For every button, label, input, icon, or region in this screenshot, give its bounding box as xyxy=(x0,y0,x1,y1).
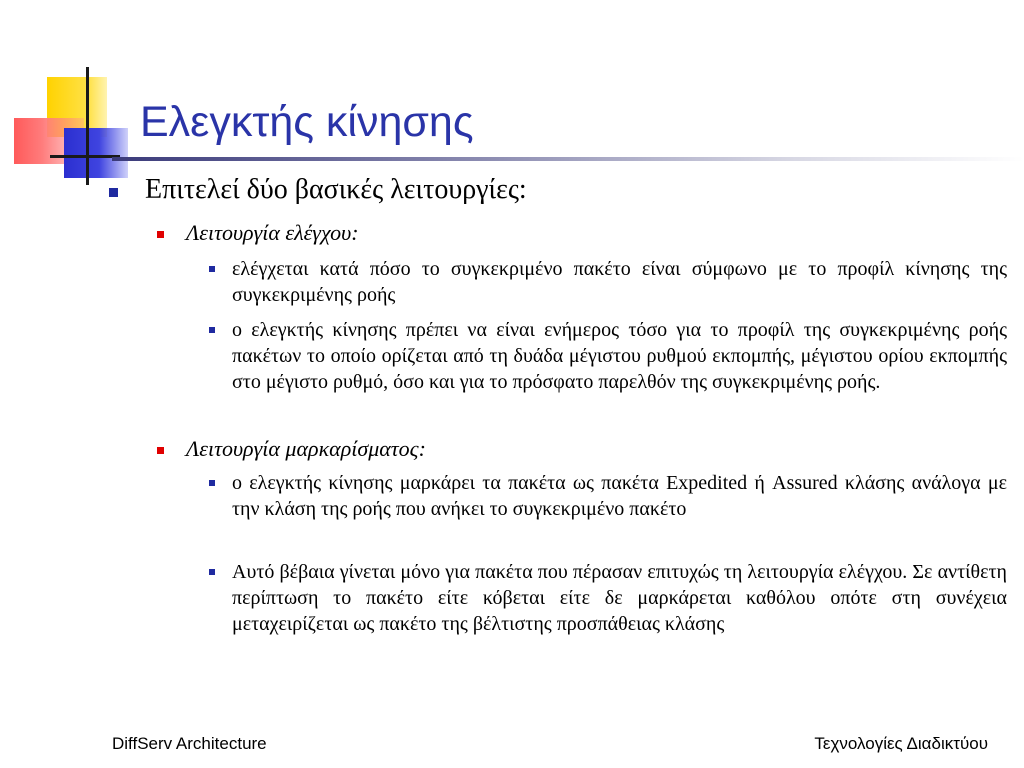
square-bullet-icon xyxy=(209,327,215,333)
sub-point: Αυτό βέβαια γίνεται μόνο για πακέτα που πέρασαν επιτυχώς τη λειτουργία ελέγχου. Σε αντίθετη περίπτωση το πακέτο είτε κόβεται είτε δε μαρκάρεται καθόλου οπότε στη συνέχεια μεταχειρίζεται ως πακέτο της βέλτιστης προσπάθειας κλάσης xyxy=(232,561,1007,635)
section-heading: Λειτουργία ελέγχου: xyxy=(186,220,359,245)
square-bullet-icon xyxy=(209,480,215,486)
slide-title: Ελεγκτής κίνησης xyxy=(140,98,474,146)
sub-point: ο ελεγκτής κίνησης πρέπει να είναι ενήμερος τόσο για το προφίλ της συγκεκριμένης ροής πακέτων το οποίο ορίζεται από τη δυάδα μέγιστου ρυθμού εκπομπής, μέγιστου ορίου εκπομπής στο μέγιστο ρυθμό, όσο και για το πρόσφατο παρελθόν της συγκεκριμένης ροής. xyxy=(232,319,1007,393)
square-bullet-icon xyxy=(209,266,215,272)
sub-point: ελέγχεται κατά πόσο το συγκεκριμένο πακέτο είναι σύμφωνο με το προφίλ κίνησης της συγκεκριμένης ροής xyxy=(232,258,1007,306)
footer-left: DiffServ Architecture xyxy=(112,734,267,753)
square-bullet-icon xyxy=(109,188,118,197)
main-point: Επιτελεί δύο βασικές λειτουργίες: xyxy=(145,174,527,205)
sub-point: ο ελεγκτής κίνησης μαρκάρει τα πακέτα ως πακέτα Expedited ή Assured κλάσης ανάλογα με την κλάση της ροής που ανήκει το συγκεκριμένο πακέτο xyxy=(232,472,1007,520)
square-bullet-icon xyxy=(157,447,164,454)
square-bullet-icon xyxy=(157,231,164,238)
footer-right: Τεχνολογίες Διαδικτύου xyxy=(814,734,988,753)
section-heading: Λειτουργία μαρκαρίσματος: xyxy=(186,436,426,461)
square-bullet-icon xyxy=(209,569,215,575)
